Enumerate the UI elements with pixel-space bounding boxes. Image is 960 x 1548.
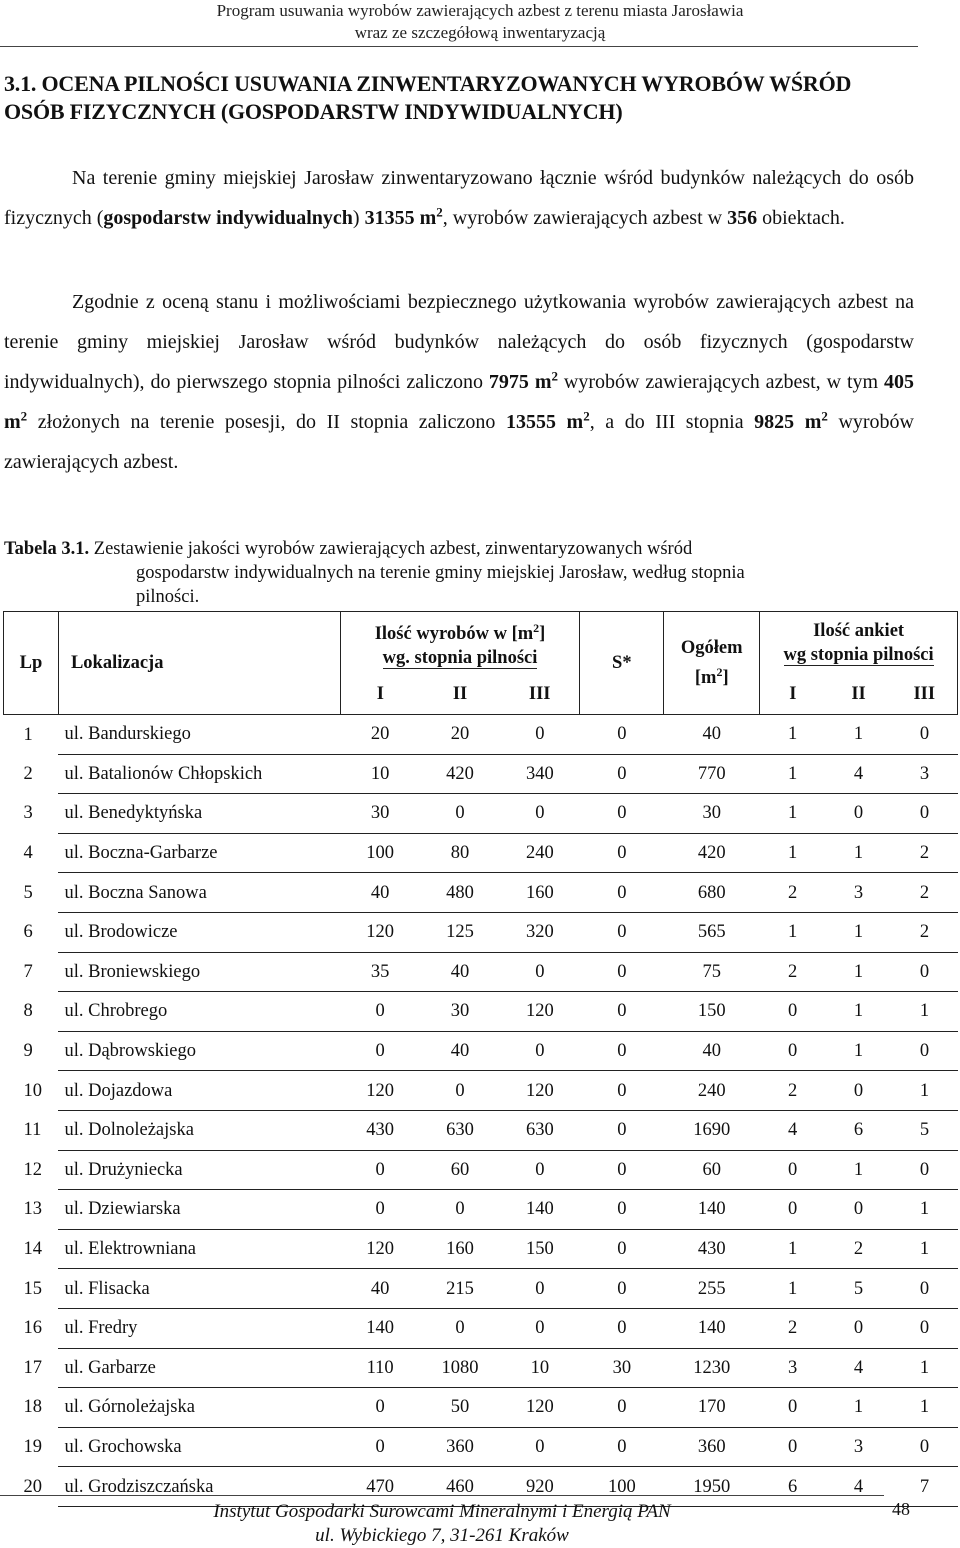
row-qty-iii: 0 (500, 715, 580, 755)
row-s: 0 (580, 1110, 664, 1150)
row-qty-ii: 50 (420, 1388, 500, 1428)
row-total: 40 (664, 1031, 760, 1071)
header-divider (0, 46, 918, 47)
p1-text-2: ) (352, 207, 365, 229)
row-location: ul. Boczna-Garbarze (58, 833, 340, 873)
p2-sup-2: 2 (20, 408, 28, 424)
row-qty-ii: 360 (420, 1427, 500, 1467)
row-surveys-i: 2 (760, 873, 826, 913)
p2-text-5: wyrobów zawierających azbest. (4, 411, 914, 473)
row-location: ul. Elektrowniana (58, 1229, 340, 1269)
row-s: 0 (580, 1190, 664, 1230)
row-location: ul. Boczna Sanowa (58, 873, 340, 913)
row-surveys-i: 1 (760, 754, 826, 794)
row-qty-ii: 20 (420, 715, 500, 755)
table-row (4, 873, 958, 913)
row-lp: 2 (23, 763, 33, 784)
row-qty-ii: 420 (420, 754, 500, 794)
page-footer (0, 1500, 884, 1548)
row-total: 60 (664, 1150, 760, 1190)
row-surveys-iii: 0 (892, 715, 958, 755)
row-qty-iii: 0 (500, 952, 580, 992)
caption-label: Tabela 3.1. (4, 539, 90, 559)
row-total: 40 (664, 715, 760, 755)
footer-divider (0, 1495, 884, 1496)
row-lp: 19 (23, 1436, 42, 1457)
row-s: 0 (580, 715, 664, 755)
row-location: ul. Benedyktyńska (58, 794, 340, 834)
col-header-total-sup: 2 (716, 664, 723, 679)
row-qty-ii: 30 (420, 992, 500, 1032)
col-header-quantity-line1 (341, 616, 580, 646)
row-surveys-i: 2 (760, 1071, 826, 1111)
row-qty-i: 35 (340, 952, 420, 992)
row-qty-iii: 920 (500, 1467, 580, 1507)
row-qty-iii: 0 (500, 1269, 580, 1309)
row-surveys-i: 2 (760, 1308, 826, 1348)
row-location: ul. Drużyniecka (58, 1150, 340, 1190)
table-row (4, 1308, 958, 1348)
row-qty-iii: 0 (500, 794, 580, 834)
row-s: 0 (580, 794, 664, 834)
row-qty-iii: 0 (500, 1150, 580, 1190)
row-total: 360 (664, 1427, 760, 1467)
caption-text-2: gospodarstw indywidualnych na terenie gminy miejskiej Jarosław, według stopnia (136, 563, 745, 583)
row-qty-i: 110 (340, 1348, 420, 1388)
col-header-surveys-iii: III (892, 674, 958, 715)
row-total: 1690 (664, 1110, 760, 1150)
row-surveys-i: 0 (760, 1190, 826, 1230)
table-row (4, 1388, 958, 1428)
row-location: ul. Dąbrowskiego (58, 1031, 340, 1071)
row-surveys-ii: 4 (826, 1467, 892, 1507)
row-qty-i: 100 (340, 833, 420, 873)
row-surveys-iii: 1 (892, 992, 958, 1032)
p2-bold-4 (754, 408, 828, 433)
row-total: 255 (664, 1269, 760, 1309)
row-s: 0 (580, 1071, 664, 1111)
col-header-quantity-sub (341, 646, 580, 670)
row-qty-ii: 160 (420, 1229, 500, 1269)
row-lp: 18 (23, 1397, 42, 1418)
row-surveys-i: 1 (760, 794, 826, 834)
row-lp: 9 (23, 1041, 33, 1062)
row-qty-i: 40 (340, 873, 420, 913)
row-total: 75 (664, 952, 760, 992)
col-header-surveys (760, 612, 958, 675)
row-qty-iii: 320 (500, 912, 580, 952)
col-header-quantity-bracket: ] (539, 624, 546, 645)
row-s: 0 (580, 833, 664, 873)
p2-bold-2-text: 405 m (4, 371, 914, 433)
row-s: 0 (580, 912, 664, 952)
row-qty-iii: 120 (500, 1388, 580, 1428)
row-lp: 8 (23, 1001, 33, 1022)
row-lp: 3 (23, 803, 33, 824)
row-surveys-i: 6 (760, 1467, 826, 1507)
row-location: ul. Grodziszczańska (58, 1467, 340, 1507)
table-row (4, 1031, 958, 1071)
row-qty-ii: 0 (420, 1190, 500, 1230)
row-surveys-ii: 1 (826, 912, 892, 952)
row-lp: 5 (23, 882, 33, 903)
row-surveys-i: 1 (760, 912, 826, 952)
row-location: ul. Dojazdowa (58, 1071, 340, 1111)
col-header-lp: Lp (4, 612, 59, 715)
row-surveys-iii: 1 (892, 1190, 958, 1230)
row-total: 170 (664, 1388, 760, 1428)
row-qty-iii: 340 (500, 754, 580, 794)
row-qty-i: 40 (340, 1269, 420, 1309)
row-surveys-iii: 2 (892, 833, 958, 873)
row-surveys-iii: 1 (892, 1348, 958, 1388)
row-surveys-iii: 0 (892, 1150, 958, 1190)
row-total: 150 (664, 992, 760, 1032)
row-surveys-ii: 0 (826, 1308, 892, 1348)
p1-text-4: obiektach. (757, 207, 845, 229)
p1-bold-3: 356 (727, 207, 758, 229)
row-surveys-ii: 1 (826, 833, 892, 873)
row-surveys-iii: 0 (892, 1427, 958, 1467)
row-qty-i: 120 (340, 1229, 420, 1269)
row-lp: 11 (23, 1120, 42, 1141)
row-qty-iii: 120 (500, 1071, 580, 1111)
row-surveys-i: 3 (760, 1348, 826, 1388)
row-lp: 13 (23, 1199, 42, 1220)
row-surveys-ii: 3 (826, 873, 892, 913)
row-surveys-i: 1 (760, 833, 826, 873)
table-row (4, 794, 958, 834)
row-s: 0 (580, 1427, 664, 1467)
table-row (4, 1348, 958, 1388)
row-surveys-i: 4 (760, 1110, 826, 1150)
row-surveys-i: 0 (760, 992, 826, 1032)
col-header-surveys-sub (760, 643, 957, 667)
row-location: ul. Dziewiarska (58, 1190, 340, 1230)
row-qty-i: 10 (340, 754, 420, 794)
row-qty-i: 30 (340, 794, 420, 834)
col-header-quantity-sub-text: wg. stopnia pilności (382, 648, 538, 669)
row-surveys-ii: 1 (826, 1150, 892, 1190)
p1-text-1: Na terenie gminy miejskiej Jarosław zinwentaryzowano łącznie wśród budynków należących do osób fizycznych ( (4, 167, 914, 229)
col-header-surveys-i: I (760, 674, 826, 715)
footer-line-1: Instytut Gospodarki Surowcami Mineralnymi i Energią PAN (213, 1501, 671, 1522)
p2-sup-4: 2 (821, 408, 828, 424)
row-lp: 6 (23, 922, 33, 943)
p1-bold-2 (364, 204, 443, 229)
row-surveys-iii: 0 (892, 794, 958, 834)
row-location: ul. Chrobrego (58, 992, 340, 1032)
p1-bold-2-text: 31355 m (364, 207, 437, 229)
table-caption (4, 536, 904, 610)
row-qty-iii: 120 (500, 992, 580, 1032)
row-location: ul. Górnoleżajska (58, 1388, 340, 1428)
row-qty-iii: 0 (500, 1308, 580, 1348)
row-qty-ii: 460 (420, 1467, 500, 1507)
row-qty-i: 0 (340, 992, 420, 1032)
col-header-total-line1: Ogółem (680, 637, 743, 658)
row-total: 240 (664, 1071, 760, 1111)
row-lp: 16 (23, 1318, 42, 1339)
data-table (3, 611, 958, 1507)
row-s: 0 (580, 952, 664, 992)
row-qty-i: 0 (340, 1150, 420, 1190)
caption-text-3: pilności. (136, 587, 200, 607)
row-qty-iii: 630 (500, 1110, 580, 1150)
row-surveys-i: 0 (760, 1150, 826, 1190)
row-surveys-ii: 0 (826, 794, 892, 834)
table-body (4, 715, 958, 1507)
row-qty-ii: 40 (420, 1031, 500, 1071)
row-qty-ii: 215 (420, 1269, 500, 1309)
p2-text-1: Zgodnie z oceną stanu i możliwościami bezpiecznego użytkowania wyrobów zawierających azbest na terenie gminy miejskiej Jarosław wśród budynków należących do osób fizycznych (gospodarstw indywidualnych), do pierwszego stopnia pilności zaliczono (4, 291, 914, 393)
p2-text-3: złożonych na terenie posesji, do II stopnia zaliczono (27, 411, 506, 433)
row-s: 0 (580, 1308, 664, 1348)
row-lp: 10 (23, 1080, 42, 1101)
row-lp: 7 (23, 961, 33, 982)
table-row (4, 833, 958, 873)
row-qty-iii: 10 (500, 1348, 580, 1388)
page-number: 48 (892, 1499, 910, 1519)
row-surveys-ii: 1 (826, 715, 892, 755)
table-row (4, 1269, 958, 1309)
row-location: ul. Broniewskiego (58, 952, 340, 992)
col-header-location: Lokalizacja (58, 612, 340, 715)
row-total: 1950 (664, 1467, 760, 1507)
table-row (4, 1110, 958, 1150)
row-s: 0 (580, 1229, 664, 1269)
row-surveys-iii: 2 (892, 873, 958, 913)
p2-bold-3-text: 13555 m (505, 411, 584, 433)
table-row (4, 992, 958, 1032)
p2-bold-4-text: 9825 m (754, 411, 822, 433)
row-total: 1230 (664, 1348, 760, 1388)
row-location: ul. Fredry (58, 1308, 340, 1348)
row-surveys-ii: 1 (826, 1031, 892, 1071)
row-lp: 15 (23, 1278, 42, 1299)
row-location: ul. Bandurskiego (58, 715, 340, 755)
section-title (4, 70, 944, 126)
row-surveys-ii: 6 (826, 1110, 892, 1150)
row-surveys-ii: 1 (826, 952, 892, 992)
row-qty-i: 120 (340, 912, 420, 952)
col-header-total-bracket: ] (722, 668, 729, 689)
table-row (4, 1150, 958, 1190)
p2-sup-3: 2 (583, 408, 590, 424)
section-title-line-2: OSÓB FIZYCZNYCH (GOSPODARSTW INDYWIDUALNYCH) (4, 99, 623, 124)
row-location: ul. Grochowska (58, 1427, 340, 1467)
row-surveys-ii: 1 (826, 1388, 892, 1428)
row-qty-iii: 140 (500, 1190, 580, 1230)
row-qty-ii: 40 (420, 952, 500, 992)
row-surveys-i: 1 (760, 1269, 826, 1309)
row-surveys-iii: 0 (892, 1269, 958, 1309)
p2-bold-1-text: 7975 m (488, 371, 552, 393)
row-location: ul. Batalionów Chłopskich (58, 754, 340, 794)
row-surveys-ii: 0 (826, 1071, 892, 1111)
row-surveys-ii: 5 (826, 1269, 892, 1309)
row-surveys-iii: 7 (892, 1467, 958, 1507)
footer-line-2: ul. Wybickiego 7, 31-261 Kraków (315, 1525, 569, 1546)
row-location: ul. Brodowicze (58, 912, 340, 952)
row-qty-i: 120 (340, 1071, 420, 1111)
col-header-quantity (340, 612, 580, 675)
caption-text-1: Zestawienie jakości wyrobów zawierających azbest, zinwentaryzowanych wśród (89, 539, 693, 559)
col-header-surveys-line1: Ilość ankiet (813, 621, 905, 641)
table-row (4, 715, 958, 755)
row-surveys-i: 0 (760, 1031, 826, 1071)
row-total: 770 (664, 754, 760, 794)
p2-text-4: , a do III stopnia (589, 411, 755, 433)
table-row (4, 1190, 958, 1230)
row-lp: 17 (23, 1357, 42, 1378)
col-header-quantity-sup: 2 (533, 620, 540, 635)
row-lp: 12 (23, 1159, 42, 1180)
row-qty-iii: 0 (500, 1427, 580, 1467)
row-surveys-iii: 0 (892, 1031, 958, 1071)
row-s: 0 (580, 1388, 664, 1428)
row-s: 0 (580, 873, 664, 913)
p1-bold-1: gospodarstw indywidualnych (103, 207, 353, 229)
row-s: 0 (580, 992, 664, 1032)
row-surveys-ii: 4 (826, 754, 892, 794)
row-location: ul. Dolnoleżajska (58, 1110, 340, 1150)
col-header-surveys-sub-text: wg stopnia pilności (783, 645, 934, 665)
row-qty-ii: 80 (420, 833, 500, 873)
col-header-surveys-ii: II (826, 674, 892, 715)
row-lp: 20 (23, 1476, 42, 1497)
table-row (4, 1071, 958, 1111)
p2-bold-1 (488, 368, 558, 393)
assessment-paragraph (4, 282, 914, 482)
row-qty-i: 0 (340, 1190, 420, 1230)
row-total: 140 (664, 1308, 760, 1348)
row-qty-ii: 125 (420, 912, 500, 952)
row-qty-i: 0 (340, 1427, 420, 1467)
col-header-total (664, 612, 760, 715)
row-s: 0 (580, 754, 664, 794)
row-surveys-i: 2 (760, 952, 826, 992)
row-qty-ii: 630 (420, 1110, 500, 1150)
page-header (0, 0, 960, 44)
row-qty-i: 470 (340, 1467, 420, 1507)
row-surveys-iii: 1 (892, 1388, 958, 1428)
row-qty-i: 0 (340, 1031, 420, 1071)
p1-sup-1: 2 (436, 204, 443, 220)
col-header-total-unit: [m (694, 668, 717, 689)
row-surveys-i: 0 (760, 1427, 826, 1467)
row-qty-ii: 0 (420, 1071, 500, 1111)
row-s: 0 (580, 1150, 664, 1190)
table-row (4, 952, 958, 992)
row-qty-iii: 240 (500, 833, 580, 873)
row-surveys-iii: 0 (892, 952, 958, 992)
p2-text-2: wyrobów zawierających azbest, w tym (558, 371, 884, 393)
header-line-2: wraz ze szczegółową inwentaryzacją (354, 23, 606, 42)
row-qty-ii: 1080 (420, 1348, 500, 1388)
col-header-total-line2 (664, 660, 759, 690)
table-row (4, 1427, 958, 1467)
row-surveys-i: 1 (760, 1229, 826, 1269)
p1-text-3: , wyrobów zawierających azbest w (442, 207, 728, 229)
row-qty-ii: 0 (420, 794, 500, 834)
row-qty-i: 140 (340, 1308, 420, 1348)
row-total: 30 (664, 794, 760, 834)
table-row (4, 1229, 958, 1269)
table-row (4, 912, 958, 952)
row-qty-i: 20 (340, 715, 420, 755)
row-surveys-ii: 1 (826, 992, 892, 1032)
row-surveys-iii: 3 (892, 754, 958, 794)
intro-paragraph (4, 158, 914, 238)
row-qty-iii: 0 (500, 1031, 580, 1071)
row-qty-ii: 480 (420, 873, 500, 913)
p2-bold-3 (505, 408, 590, 433)
row-qty-iii: 150 (500, 1229, 580, 1269)
row-s: 0 (580, 1031, 664, 1071)
row-s: 100 (580, 1467, 664, 1507)
p2-sup-1: 2 (551, 368, 558, 384)
row-surveys-i: 0 (760, 1388, 826, 1428)
row-lp: 14 (23, 1239, 42, 1260)
row-surveys-i: 1 (760, 715, 826, 755)
row-s: 30 (580, 1348, 664, 1388)
row-surveys-iii: 5 (892, 1110, 958, 1150)
row-location: ul. Garbarze (58, 1348, 340, 1388)
header-line-1: Program usuwania wyrobów zawierających azbest z terenu miasta Jarosławia (216, 1, 744, 20)
row-total: 680 (664, 873, 760, 913)
row-qty-ii: 60 (420, 1150, 500, 1190)
row-total: 565 (664, 912, 760, 952)
row-surveys-ii: 0 (826, 1190, 892, 1230)
section-title-line-1: 3.1. OCENA PILNOŚCI USUWANIA ZINWENTARYZOWANYCH WYROBÓW WŚRÓD (4, 71, 852, 96)
col-header-quantity-iii: III (500, 674, 580, 715)
col-header-quantity-text: Ilość wyrobów w [m (374, 624, 534, 645)
col-header-quantity-ii: II (420, 674, 500, 715)
row-surveys-ii: 3 (826, 1427, 892, 1467)
row-s: 0 (580, 1269, 664, 1309)
table-row (4, 754, 958, 794)
row-surveys-iii: 2 (892, 912, 958, 952)
row-location: ul. Flisacka (58, 1269, 340, 1309)
col-header-s: S* (580, 612, 664, 715)
row-surveys-ii: 4 (826, 1348, 892, 1388)
row-total: 420 (664, 833, 760, 873)
row-surveys-iii: 1 (892, 1229, 958, 1269)
row-surveys-iii: 0 (892, 1308, 958, 1348)
row-qty-i: 0 (340, 1388, 420, 1428)
row-qty-iii: 160 (500, 873, 580, 913)
row-qty-ii: 0 (420, 1308, 500, 1348)
row-lp: 4 (23, 843, 33, 864)
row-qty-i: 430 (340, 1110, 420, 1150)
row-lp: 1 (23, 724, 33, 745)
row-surveys-iii: 1 (892, 1071, 958, 1111)
col-header-quantity-i: I (340, 674, 420, 715)
row-total: 430 (664, 1229, 760, 1269)
row-surveys-ii: 2 (826, 1229, 892, 1269)
row-total: 140 (664, 1190, 760, 1230)
